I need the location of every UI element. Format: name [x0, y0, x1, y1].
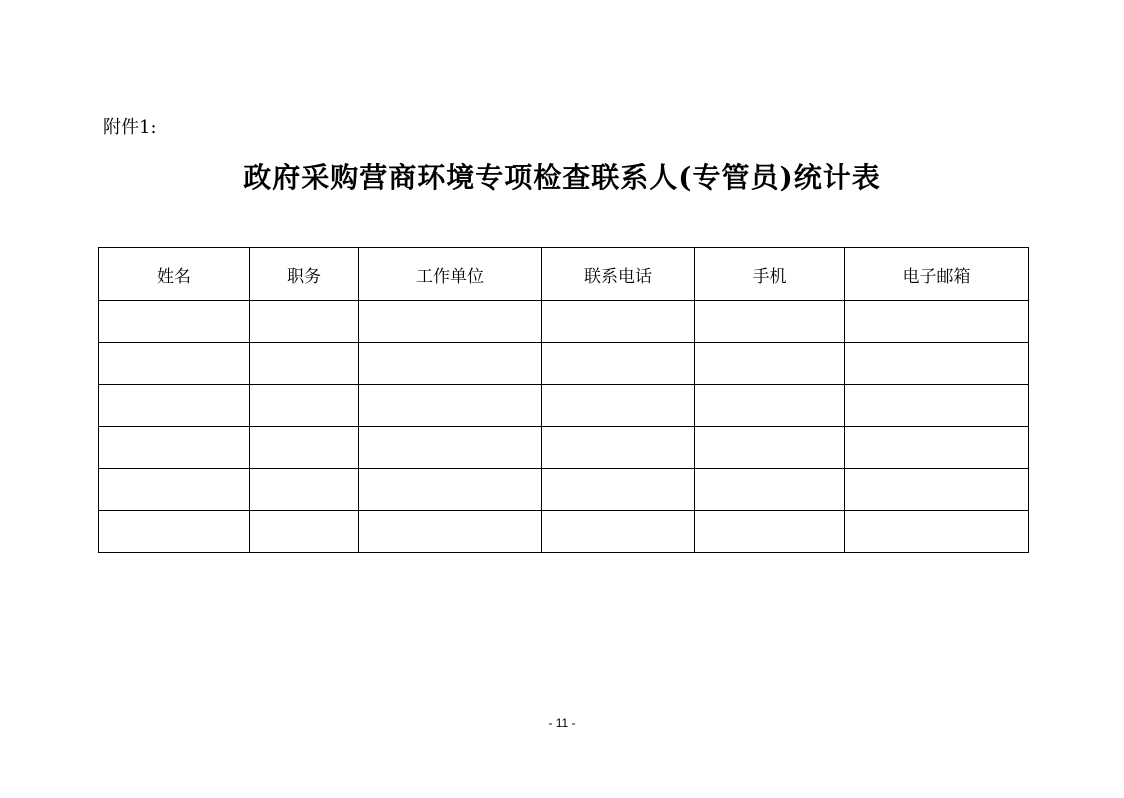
table-cell	[695, 385, 845, 427]
column-header-organization: 工作单位	[359, 248, 542, 301]
table-cell	[250, 385, 359, 427]
table-cell	[250, 427, 359, 469]
table-row	[99, 511, 1029, 553]
table-cell	[359, 301, 542, 343]
table-cell	[845, 427, 1029, 469]
table-row	[99, 427, 1029, 469]
table-cell	[695, 427, 845, 469]
table-cell	[542, 469, 695, 511]
table-cell	[695, 469, 845, 511]
table-row	[99, 343, 1029, 385]
table-cell	[542, 301, 695, 343]
column-header-mobile: 手机	[695, 248, 845, 301]
table-row	[99, 469, 1029, 511]
table-cell	[250, 301, 359, 343]
table-cell	[695, 301, 845, 343]
table-cell	[359, 343, 542, 385]
table-cell	[359, 385, 542, 427]
table-cell	[845, 511, 1029, 553]
table-cell	[542, 385, 695, 427]
table-cell	[845, 385, 1029, 427]
table-cell	[250, 343, 359, 385]
page-title: 政府采购营商环境专项检查联系人(专管员)统计表	[243, 161, 881, 194]
table-cell	[695, 511, 845, 553]
column-header-email: 电子邮箱	[845, 248, 1029, 301]
table-cell	[542, 427, 695, 469]
page-number: - 11 -	[548, 716, 576, 730]
column-header-phone: 联系电话	[542, 248, 695, 301]
column-header-name: 姓名	[99, 248, 250, 301]
table-cell	[845, 301, 1029, 343]
table-row	[99, 385, 1029, 427]
attachment-label: 附件1:	[103, 117, 157, 138]
table-cell	[250, 469, 359, 511]
table-cell	[99, 385, 250, 427]
table-cell	[250, 511, 359, 553]
table-cell	[99, 427, 250, 469]
table-cell	[99, 301, 250, 343]
column-header-position: 职务	[250, 248, 359, 301]
table-header-row	[99, 248, 1029, 301]
table-cell	[359, 469, 542, 511]
table-cell	[99, 343, 250, 385]
table-row	[99, 301, 1029, 343]
table-cell	[695, 343, 845, 385]
table-cell	[99, 469, 250, 511]
table-cell	[542, 343, 695, 385]
contact-table	[98, 247, 1029, 553]
table-cell	[99, 511, 250, 553]
table-cell	[542, 511, 695, 553]
table-cell	[845, 469, 1029, 511]
table-cell	[359, 511, 542, 553]
table-cell	[845, 343, 1029, 385]
table-cell	[359, 427, 542, 469]
